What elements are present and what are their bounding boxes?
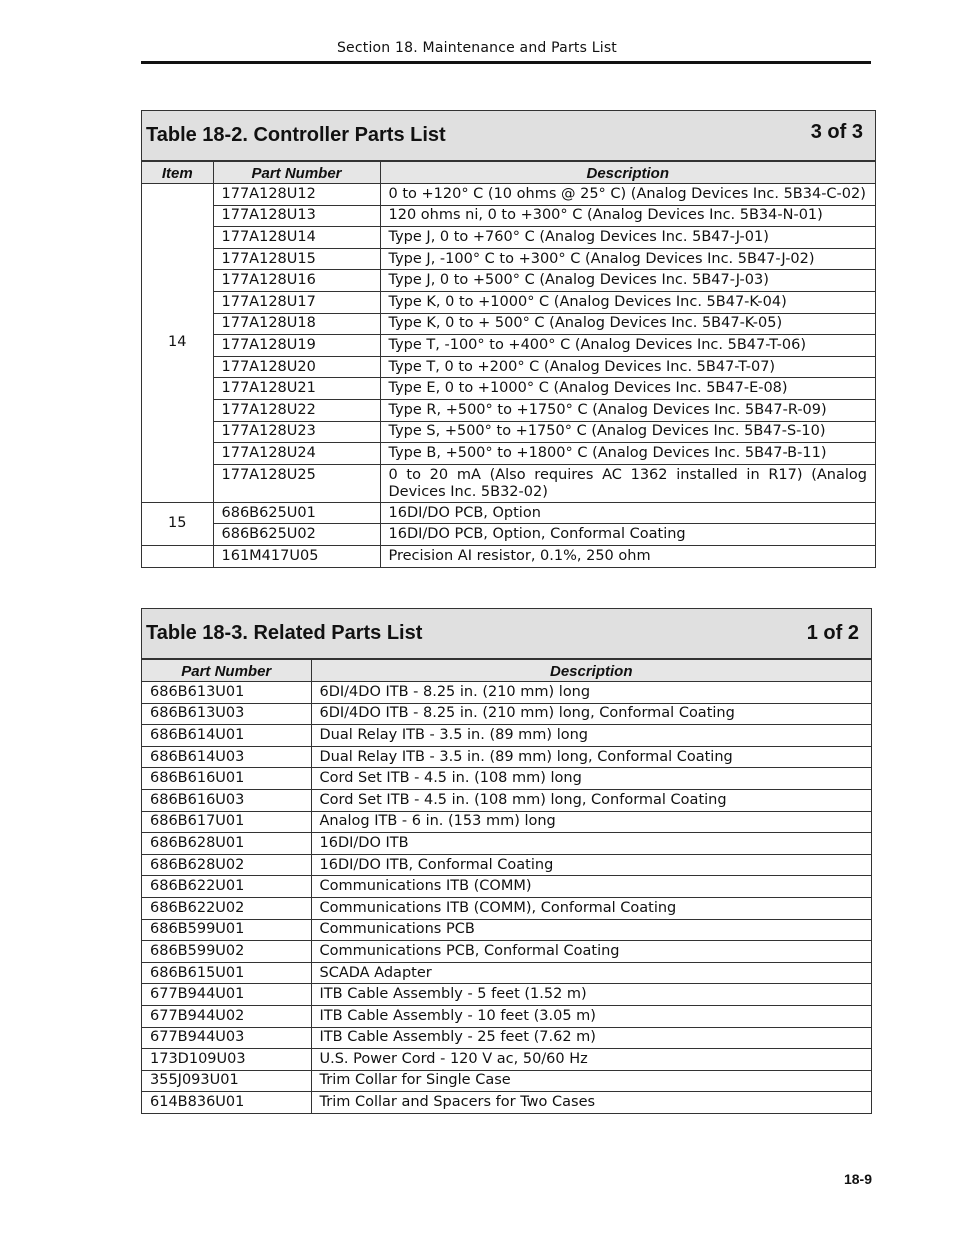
column-header-part-number: Part Number [142, 660, 311, 682]
description: 0 to 20 mA (Also requires AC 1362 installed in R17) (Analog Devices Inc. 5B32-02) [380, 464, 875, 502]
table-row [142, 962, 871, 984]
table-row [142, 1049, 871, 1071]
part-number: 177A128U25 [213, 464, 380, 502]
part-number: 177A128U13 [213, 205, 380, 227]
description: Cord Set ITB - 4.5 in. (108 mm) long, Conformal Coating [311, 789, 871, 811]
table-page-indicator: 1 of 2 [806, 622, 859, 644]
description: Type J, 0 to +500° C (Analog Devices Inc. 5B47-J-03) [380, 270, 875, 292]
part-number: 177A128U12 [213, 184, 380, 206]
table-row [142, 464, 875, 502]
part-number: 355J093U01 [142, 1070, 311, 1092]
description: Cord Set ITB - 4.5 in. (108 mm) long [311, 768, 871, 790]
part-number: 177A128U21 [213, 378, 380, 400]
controller-parts-table [141, 110, 876, 568]
description: Communications ITB (COMM), Conformal Coating [311, 897, 871, 919]
table-row [142, 421, 875, 443]
description: Dual Relay ITB - 3.5 in. (89 mm) long, Conformal Coating [311, 746, 871, 768]
part-number: 686B616U01 [142, 768, 311, 790]
column-header-description: Description [311, 660, 871, 682]
description: SCADA Adapter [311, 962, 871, 984]
column-header-description: Description [380, 162, 875, 184]
description: 0 to +120° C (10 ohms @ 25° C) (Analog Devices Inc. 5B34-C-02) [380, 184, 875, 206]
description: Dual Relay ITB - 3.5 in. (89 mm) long [311, 725, 871, 747]
part-number: 686B622U01 [142, 876, 311, 898]
part-number: 177A128U14 [213, 227, 380, 249]
related-parts-table [141, 608, 872, 1114]
part-number: 677B944U01 [142, 984, 311, 1006]
part-number: 686B614U01 [142, 725, 311, 747]
part-number: 686B614U03 [142, 746, 311, 768]
table-row [142, 227, 875, 249]
table-row [142, 205, 875, 227]
table-row [142, 545, 875, 567]
table-row [142, 270, 875, 292]
part-number: 177A128U18 [213, 313, 380, 335]
part-number: 177A128U17 [213, 291, 380, 313]
table-row [142, 399, 875, 421]
description: 6DI/4DO ITB - 8.25 in. (210 mm) long, Conformal Coating [311, 703, 871, 725]
part-number: 686B628U02 [142, 854, 311, 876]
table-row [142, 313, 875, 335]
table-row [142, 184, 875, 206]
table-row [142, 768, 871, 790]
part-number: 686B599U02 [142, 941, 311, 963]
column-header-item: Item [142, 162, 213, 184]
part-number: 161M417U05 [213, 545, 380, 567]
description: Trim Collar for Single Case [311, 1070, 871, 1092]
table-row [142, 1027, 871, 1049]
table-row [142, 502, 875, 524]
table-title: Table 18-2. Controller Parts List [146, 124, 446, 146]
part-number: 177A128U22 [213, 399, 380, 421]
table-title: Table 18-3. Related Parts List [146, 622, 423, 644]
description: Precision AI resistor, 0.1%, 250 ohm [380, 545, 875, 567]
part-number: 686B628U01 [142, 833, 311, 855]
description: U.S. Power Cord - 120 V ac, 50/60 Hz [311, 1049, 871, 1071]
description: Analog ITB - 6 in. (153 mm) long [311, 811, 871, 833]
table-row [142, 703, 871, 725]
table-row [142, 335, 875, 357]
description: Type R, +500° to +1750° C (Analog Devices Inc. 5B47-R-09) [380, 399, 875, 421]
description: Type J, 0 to +760° C (Analog Devices Inc. 5B47-J-01) [380, 227, 875, 249]
description: Type T, -100° to +400° C (Analog Devices Inc. 5B47-T-06) [380, 335, 875, 357]
part-number: 686B625U01 [213, 502, 380, 524]
table-row [142, 919, 871, 941]
description: Communications PCB [311, 919, 871, 941]
part-number: 677B944U02 [142, 1005, 311, 1027]
description: Type J, -100° C to +300° C (Analog Devices Inc. 5B47-J-02) [380, 248, 875, 270]
table-row [142, 1070, 871, 1092]
table-row [142, 984, 871, 1006]
table-row [142, 524, 875, 546]
table-row [142, 248, 875, 270]
table-row [142, 1092, 871, 1114]
table-row [142, 789, 871, 811]
header-rule [141, 61, 871, 64]
part-number: 686B617U01 [142, 811, 311, 833]
table-title-bar [142, 609, 871, 659]
part-number: 614B836U01 [142, 1092, 311, 1114]
table-row [142, 941, 871, 963]
section-header: Section 18. Maintenance and Parts List [336, 40, 618, 56]
item-number: 15 [142, 502, 213, 545]
description: Communications ITB (COMM) [311, 876, 871, 898]
page-number: 18-9 [843, 1171, 872, 1187]
description: 16DI/DO ITB, Conformal Coating [311, 854, 871, 876]
part-number: 686B625U02 [213, 524, 380, 546]
part-number: 177A128U20 [213, 356, 380, 378]
description: Type B, +500° to +1800° C (Analog Devices Inc. 5B47-B-11) [380, 443, 875, 465]
table-row [142, 291, 875, 313]
part-number: 686B599U01 [142, 919, 311, 941]
table-row [142, 746, 871, 768]
column-header-part-number: Part Number [213, 162, 380, 184]
description: ITB Cable Assembly - 25 feet (7.62 m) [311, 1027, 871, 1049]
description: 120 ohms ni, 0 to +300° C (Analog Devices Inc. 5B34-N-01) [380, 205, 875, 227]
part-number: 686B615U01 [142, 962, 311, 984]
description: 6DI/4DO ITB - 8.25 in. (210 mm) long [311, 682, 871, 704]
description: Type S, +500° to +1750° C (Analog Devices Inc. 5B47-S-10) [380, 421, 875, 443]
part-number: 677B944U03 [142, 1027, 311, 1049]
part-number: 686B613U01 [142, 682, 311, 704]
description: 16DI/DO ITB [311, 833, 871, 855]
part-number: 686B616U03 [142, 789, 311, 811]
table-row [142, 854, 871, 876]
part-number: 177A128U19 [213, 335, 380, 357]
part-number: 177A128U15 [213, 248, 380, 270]
table-row [142, 811, 871, 833]
table-row [142, 1005, 871, 1027]
description: ITB Cable Assembly - 10 feet (3.05 m) [311, 1005, 871, 1027]
description: Type K, 0 to +1000° C (Analog Devices Inc. 5B47-K-04) [380, 291, 875, 313]
part-number: 177A128U24 [213, 443, 380, 465]
part-number: 173D109U03 [142, 1049, 311, 1071]
table-title-bar [142, 111, 875, 161]
description: 16DI/DO PCB, Option [380, 502, 875, 524]
part-number: 686B613U03 [142, 703, 311, 725]
table-row [142, 876, 871, 898]
description: Type E, 0 to +1000° C (Analog Devices Inc. 5B47-E-08) [380, 378, 875, 400]
item-number: 14 [142, 184, 213, 503]
description: 16DI/DO PCB, Option, Conformal Coating [380, 524, 875, 546]
item-number [142, 545, 213, 567]
part-number: 686B622U02 [142, 897, 311, 919]
table-row [142, 443, 875, 465]
table-row [142, 356, 875, 378]
part-number: 177A128U23 [213, 421, 380, 443]
table-row [142, 897, 871, 919]
table-row [142, 725, 871, 747]
part-number: 177A128U16 [213, 270, 380, 292]
description: ITB Cable Assembly - 5 feet (1.52 m) [311, 984, 871, 1006]
description: Type T, 0 to +200° C (Analog Devices Inc. 5B47-T-07) [380, 356, 875, 378]
table-row [142, 833, 871, 855]
description: Communications PCB, Conformal Coating [311, 941, 871, 963]
description: Type K, 0 to + 500° C (Analog Devices Inc. 5B47-K-05) [380, 313, 875, 335]
table-page-indicator: 3 of 3 [810, 121, 863, 143]
description: Trim Collar and Spacers for Two Cases [311, 1092, 871, 1114]
table-row [142, 682, 871, 704]
table-row [142, 378, 875, 400]
